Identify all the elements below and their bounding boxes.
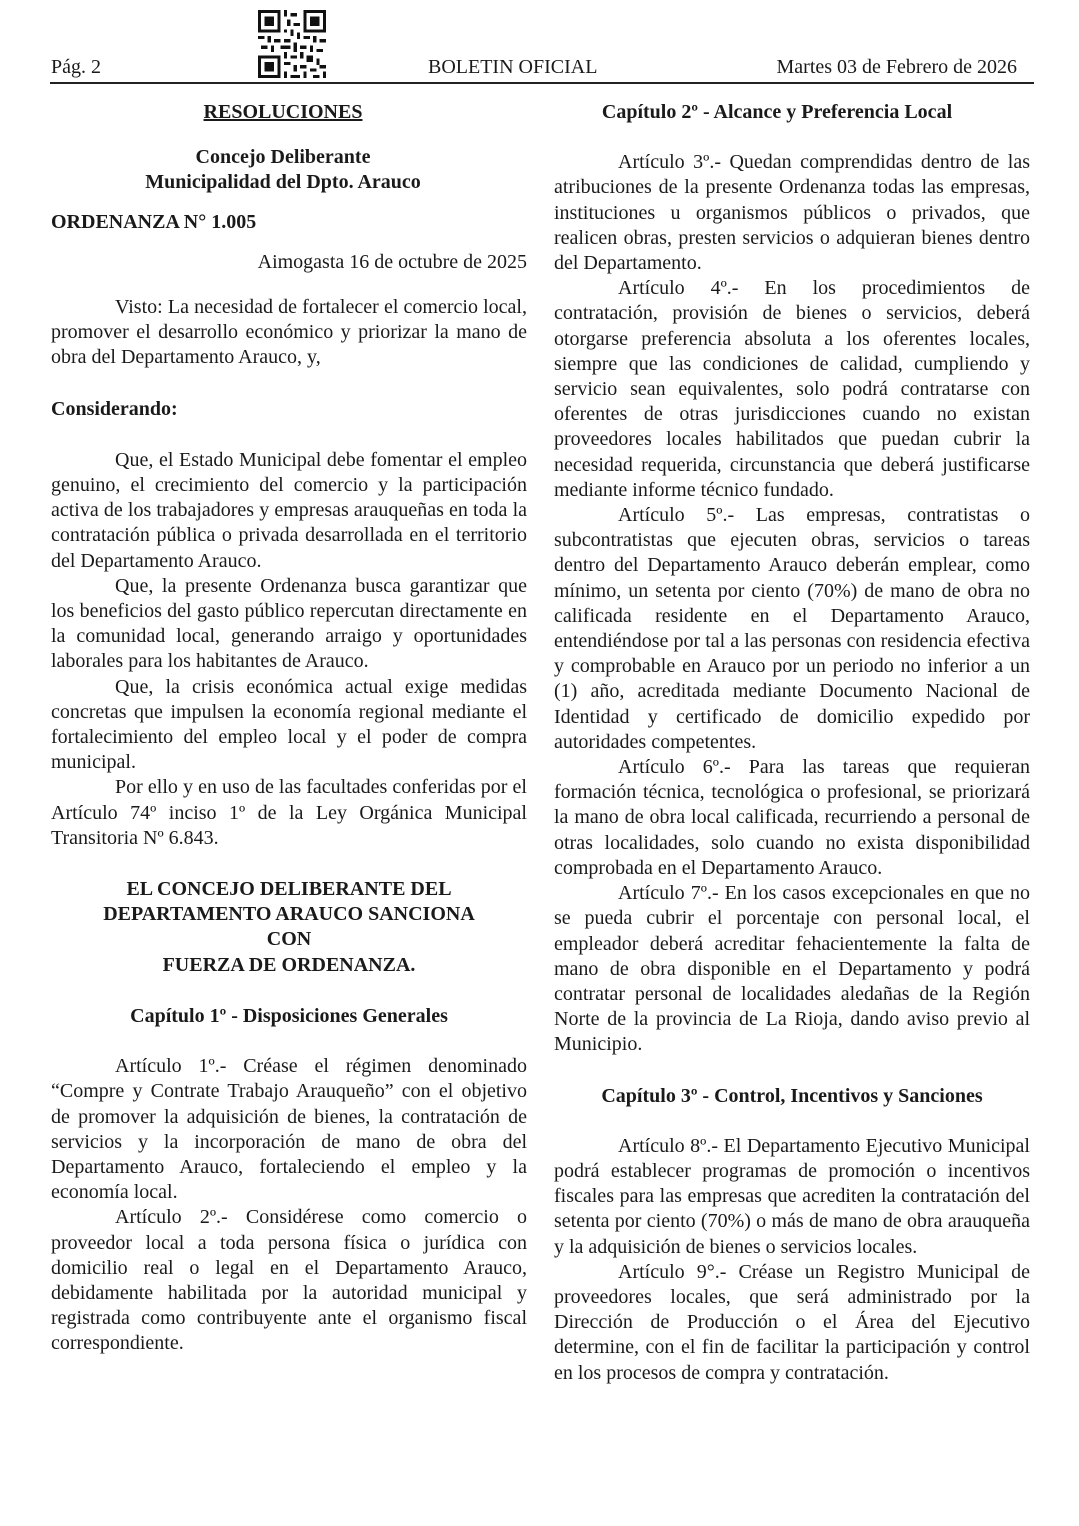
bulletin-title: BOLETIN OFICIAL	[428, 56, 598, 78]
article-2: Artículo 2º.- Considérese como comercio o proveedor local a toda persona física o jurídica con domicilio real o legal en el Departamento Arauco, debidamente habilitada por la autoridad municipal y registrada como contribuyente ante el organismo fiscal correspondiente.	[51, 1206, 527, 1355]
issuer-line-2: Municipalidad del Dpto. Arauco	[145, 171, 421, 194]
chapter-1-heading: Capítulo 1º - Disposiciones Generales	[130, 1004, 448, 1027]
article-6: Artículo 6º.- Para las tareas que requieran formación técnica, tecnológica o profesional, se priorizará la mano de obra local calificada, recurriendo a personal de otras localidades, solo cuando no exista disponibilidad comprobada en el Departamento Arauco.	[554, 756, 1030, 879]
considerando-1: Que, el Estado Municipal debe fomentar el empleo genuino, el crecimiento del comercio y la participación activa de los trabajadores y empresas arauqueñas en toda la contratación pública o privada desarrollada en el territorio del Departamento Arauco.	[51, 448, 527, 572]
qr-code	[258, 10, 326, 78]
sanction-line-4: FUERZA DE ORDENANZA.	[162, 953, 416, 976]
issue-date: Martes 03 de Febrero de 2026	[776, 56, 1017, 78]
considerando-2: Que, la presente Ordenanza busca garantizar que los beneficios del gasto público repercutan directamente en la comunidad local, generando arraigo y oportunidades laborales para los habitantes de Arauco.	[51, 574, 527, 673]
article-4: Artículo 4º.- En los procedimientos de contratación, provisión de bienes o servicios, deberá otorgarse preferencia absoluta a los oferentes locales, siempre que las condiciones de calidad, cumpliendo y servicio sean equivalentes, solo podrá contratarse con oferentes de otras jurisdicciones cuando no existan proveedores locales habilitados que puedan cubrir la necesidad requerida, circunstancia que deberá justificarse mediante informe técnico fundado.	[554, 277, 1030, 501]
sanction-line-1: EL CONCEJO DELIBERANTE DEL	[126, 878, 452, 901]
sanction-line-3: CON	[266, 928, 312, 951]
page-number: Pág. 2	[51, 56, 101, 78]
considerando-heading: Considerando:	[51, 397, 178, 420]
sanction-line-2: DEPARTAMENTO ARAUCO SANCIONA	[103, 903, 475, 926]
ordinance-number: ORDENANZA N° 1.005	[51, 210, 257, 233]
article-7: Artículo 7º.- En los casos excepcionales en que no se pueda cubrir el porcentaje con personal local, el empleador deberá acreditar fehacientemente la falta de mano de obra disponible en el Departamento y podrá contratar personal de localidades aledañas de la Región Norte de la provincia de La Rioja, dando aviso previo al Municipio.	[554, 882, 1030, 1056]
article-3: Artículo 3º.- Quedan comprendidas dentro de las atribuciones de la presente Ordenanza todas las empresas, instituciones u organismos públicos o privados, que realicen obras, presten servicios o adquieran bienes dentro del Departamento.	[554, 151, 1030, 275]
issuer-line-1: Concejo Deliberante	[195, 146, 371, 169]
article-8: Artículo 8º.- El Departamento Ejecutivo Municipal podrá establecer programas de promoción o incentivos fiscales para las empresas que acrediten la contratación del setenta por ciento (70%) o más de mano de obra arauqueña y la adquisición de bienes o servicios locales.	[554, 1134, 1030, 1258]
considerando-4: Por ello y en uso de las facultades conferidas por el Artículo 74º inciso 1º de la Ley Orgánica Municipal Transitoria Nº 6.843.	[51, 776, 527, 849]
chapter-2-heading: Capítulo 2º - Alcance y Preferencia Local	[601, 101, 953, 123]
considerando-3: Que, la crisis económica actual exige medidas concretas que impulsen la economía regional mediante el fortalecimiento del empleo local y el poder de compra municipal.	[51, 675, 527, 774]
place-date: Aimogasta 16 de octubre de 2025	[257, 250, 527, 273]
article-1: Artículo 1º.- Créase el régimen denominado “Compre y Contrate Trabajo Arauqueño” con el objetivo de promover la adquisición de bienes, la contratación de servicios y la incorporación de mano de obra del Departamento Arauco, fortaleciendo el empleo y la economía local.	[51, 1055, 527, 1204]
sanction-block	[51, 877, 527, 978]
article-9: Artículo 9°.- Créase un Registro Municipal de proveedores locales, que será administrado por la Dirección de Producción o el Área del Ejecutivo determine, con el fin de facilitar la participación y control en los procesos de compra y contratación.	[554, 1260, 1030, 1384]
header-rule	[50, 82, 1034, 84]
right-column	[554, 100, 1030, 1386]
section-title: RESOLUCIONES	[203, 101, 363, 123]
chapter-3-heading: Capítulo 3º - Control, Incentivos y Sanciones	[601, 1084, 983, 1107]
left-column	[51, 100, 527, 1357]
visto-paragraph: Visto: La necesidad de fortalecer el comercio local, promover el desarrollo económico y priorizar la mano de obra del Departamento Arauco, y,	[51, 296, 527, 369]
article-5: Artículo 5º.- Las empresas, contratistas o subcontratistas que ejecuten obras, servicios o tareas dentro del Departamento Arauco deberán emplear, como mínimo, un setenta por ciento (70%) de mano de obra no calificada residente en el Departamento Arauco, entendiéndose por tal a las personas con residencia efectiva y comprobable en Arauco por un periodo no inferior a un (1) año, acreditada mediante Documento Nacional de Identidad y certificado de domicilio expedido por autoridades competentes.	[554, 504, 1030, 753]
